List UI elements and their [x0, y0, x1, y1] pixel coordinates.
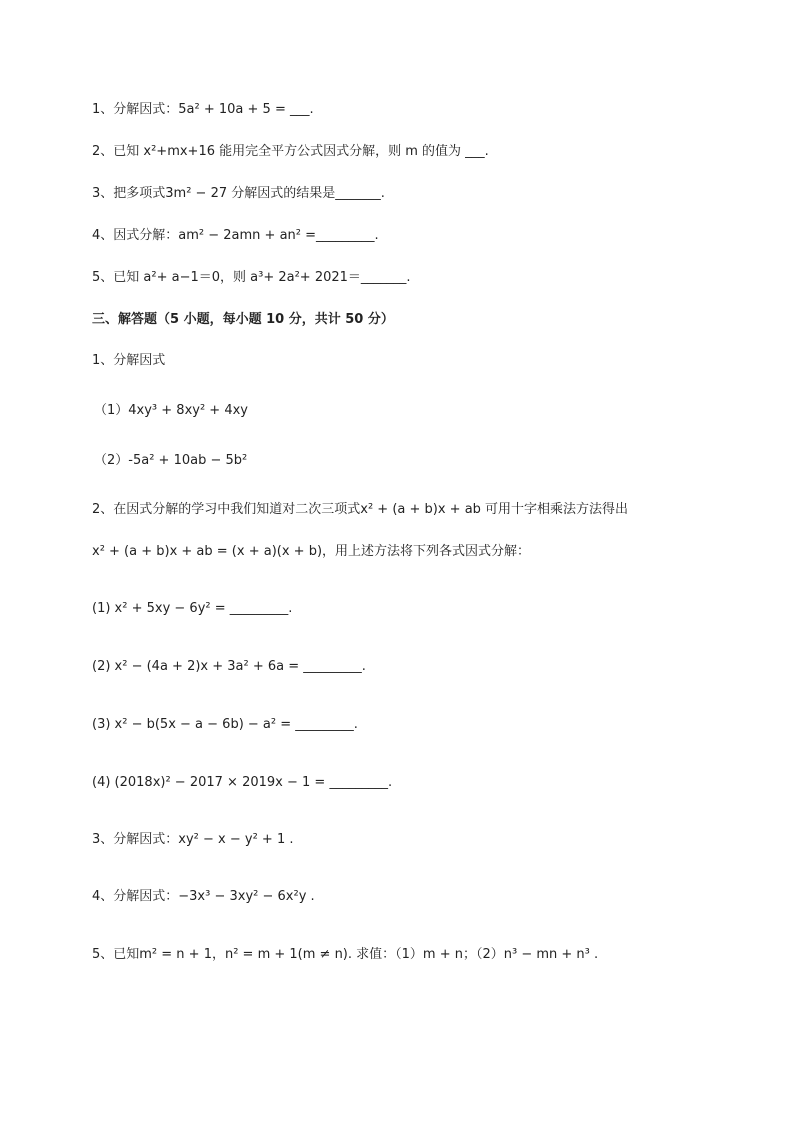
- question-1-title: 1、分解因式: [92, 353, 166, 368]
- fill-question-1: 1、分解因式：5a² + 10a + 5 = ___.: [92, 102, 314, 117]
- fill-question-4: 4、因式分解：am² − 2amn + an² =_________.: [92, 228, 379, 243]
- question-3: 3、分解因式：xy² − x − y² + 1 .: [92, 832, 294, 847]
- question-1-part-2: （2）-5a² + 10ab − 5b²: [94, 453, 248, 468]
- question-5: 5、已知m² = n + 1，n² = m + 1(m ≠ n). 求值：（1）m + n；（2）n³ − mn + n³ .: [92, 947, 599, 962]
- question-2-part-3: (3) x² − b(5x − a − 6b) − a² = _________.: [92, 717, 358, 732]
- question-2-part-4: (4) (2018x)² − 2017 × 2019x − 1 = _________.: [92, 775, 393, 790]
- fill-question-3: 3、把多项式3m² − 27 分解因式的结果是_______.: [92, 186, 385, 201]
- fill-question-2: 2、已知 x²+mx+16 能用完全平方公式因式分解，则 m 的值为 ___.: [92, 144, 489, 159]
- question-2-line-1: 2、在因式分解的学习中我们知道对二次三项式x² + (a + b)x + ab 可用十字相乘法方法得出: [92, 502, 629, 517]
- question-2-line-2: x² + (a + b)x + ab = (x + a)(x + b)，用上述方法将下列各式因式分解：: [92, 544, 531, 559]
- section-heading: 三、解答题（5 小题，每小题 10 分，共计 50 分）: [92, 312, 394, 327]
- question-2-part-2: (2) x² − (4a + 2)x + 3a² + 6a = _________.: [92, 659, 366, 674]
- question-2-part-1: (1) x² + 5xy − 6y² = _________.: [92, 601, 293, 616]
- question-4: 4、分解因式：−3x³ − 3xy² − 6x²y .: [92, 889, 315, 904]
- question-1-part-1: （1）4xy³ + 8xy² + 4xy: [94, 403, 248, 418]
- fill-question-5: 5、已知 a²+ a−1＝0，则 a³+ 2a²+ 2021＝_______.: [92, 270, 411, 285]
